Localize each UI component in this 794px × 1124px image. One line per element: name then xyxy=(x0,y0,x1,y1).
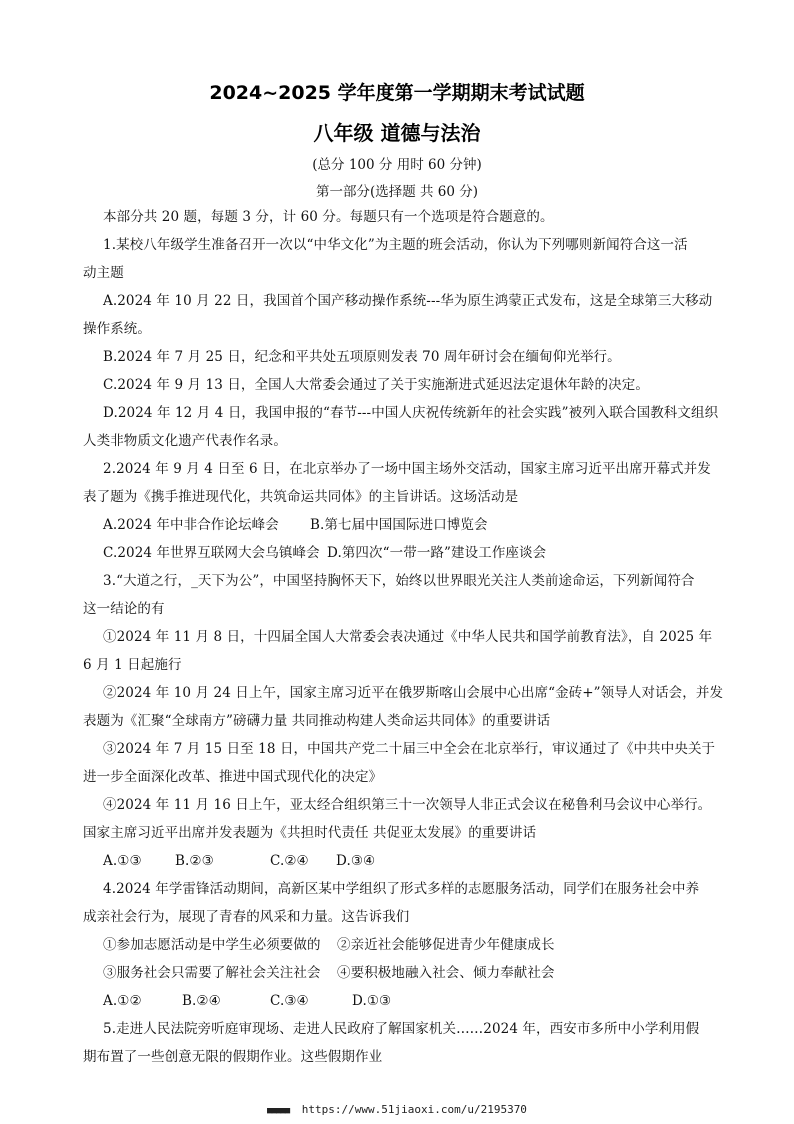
q3-option-d: D.③④ xyxy=(336,853,376,869)
part-info: 第一部分(选择题 共 60 分) xyxy=(315,184,479,200)
q1-stem-line2: 动主题 xyxy=(83,265,124,281)
footer-url[interactable]: https://www.51jiaoxi.com/u/2195370 xyxy=(301,1103,527,1116)
q3-item4-line1: ④2024 年 11 月 16 日上午，亚太经合组织第三十一次领导人非正式会议在秘鲁利马会议中心举行。 xyxy=(103,797,712,813)
q4-option-a: A.①② xyxy=(103,993,142,1009)
q4-item3: ③服务社会只需要了解社会关注社会 xyxy=(103,965,321,981)
q3-item1-line1: ①2024 年 11 月 8 日，十四届全国人大常委会表决通过《中华人民共和国学前教育法》，自 2025 年 xyxy=(103,629,713,645)
exam-title: 2024~2025 学年度第一学期期末考试试题 xyxy=(209,82,585,104)
q4-stem-line1: 4.2024 年学雷锋活动期间，高新区某中学组织了形式多样的志愿服务活动，同学们在服务社会中养 xyxy=(103,881,700,897)
q4-option-b: B.②④ xyxy=(182,993,221,1009)
q5-stem-line1: 5.走进人民法院旁听庭审现场、走进人民政府了解国家机关……2024 年，西安市多所中小学利用假 xyxy=(103,1021,700,1037)
q1-option-d-line1: D.2024 年 12 月 4 日，我国申报的“春节---中国人庆祝传统新年的社会实践”被列入联合国教科文组织 xyxy=(103,405,719,421)
q1-option-b: B.2024 年 7 月 25 日，纪念和平共处五项原则发表 70 周年研讨会在缅甸仰光举行。 xyxy=(103,349,621,365)
q3-stem-line1: 3.“大道之行，_天下为公”，中国坚持胸怀天下，始终以世界眼光关注人类前途命运，下列新闻符合 xyxy=(103,573,695,589)
q3-item2-line1: ②2024 年 10 月 24 日上午，国家主席习近平在俄罗斯喀山会展中心出席“金砖+”领导人对话会，并发 xyxy=(103,685,724,701)
q1-option-d-line2: 人类非物质文化遗产代表作名录。 xyxy=(83,433,287,449)
q4-item1: ①参加志愿活动是中学生必须要做的 xyxy=(103,937,321,953)
q5-stem-line2: 期布置了一些创意无限的假期作业。这些假期作业 xyxy=(83,1049,383,1065)
q1-stem-line1: 1.某校八年级学生准备召开一次以“中华文化”为主题的班会活动，你认为下列哪则新闻符合这一活 xyxy=(103,237,688,253)
q4-item2: ②亲近社会能够促进青少年健康成长 xyxy=(337,937,555,953)
q3-option-a: A.①③ xyxy=(103,853,142,869)
exam-subject: 八年级 道德与法治 xyxy=(313,121,481,145)
q4-option-c: C.③④ xyxy=(270,993,309,1009)
q2-stem-line1: 2.2024 年 9 月 4 日至 6 日，在北京举办了一场中国主场外交活动，国家主席习近平出席开幕式并发 xyxy=(103,461,711,477)
q3-option-b: B.②③ xyxy=(175,853,214,869)
q3-item2-line2: 表题为《汇聚“全球南方”磅礴力量 共同推动构建人类命运共同体》的重要讲话 xyxy=(83,713,551,729)
q2-option-a: A.2024 年中非合作论坛峰会 xyxy=(103,517,279,533)
score-info: (总分 100 分 用时 60 分钟) xyxy=(312,157,482,173)
q3-item4-line2: 国家主席习近平出席并发表题为《共担时代责任 共促亚太发展》的重要讲话 xyxy=(83,825,537,841)
footer-watermark xyxy=(0,1103,794,1116)
q2-option-c: C.2024 年世界互联网大会乌镇峰会 xyxy=(103,545,320,561)
q4-option-d: D.①③ xyxy=(352,993,392,1009)
q3-item1-line2: 6 月 1 日起施行 xyxy=(83,657,182,673)
section-intro: 本部分共 20 题，每题 3 分，计 60 分。每题只有一个选项是符合题意的。 xyxy=(103,209,554,225)
q3-stem-line2: 这一结论的有 xyxy=(83,601,165,617)
q3-item3-line1: ③2024 年 7 月 15 日至 18 日，中国共产党二十届三中全会在北京举行，审议通过了《中共中央关于 xyxy=(103,741,716,757)
q1-option-c: C.2024 年 9 月 13 日，全国人大常委会通过了关于实施渐进式延迟法定退休年龄的决定。 xyxy=(103,377,649,393)
q2-stem-line2: 表了题为《携手推进现代化，共筑命运共同体》的主旨讲话。这场活动是 xyxy=(83,489,519,505)
q1-option-a-line2: 操作系统。 xyxy=(83,321,151,337)
footer-mark: ■■■■■ xyxy=(267,1106,290,1116)
q2-option-b: B.第七届中国国际进口博览会 xyxy=(310,517,488,533)
q1-option-a-line1: A.2024 年 10 月 22 日，我国首个国产移动操作系统---华为原生鸿蒙正式发布，这是全球第三大移动 xyxy=(103,293,713,309)
q4-stem-line2: 成亲社会行为，展现了青春的风采和力量。这告诉我们 xyxy=(83,909,410,925)
q2-option-d: D.第四次“一带一路”建设工作座谈会 xyxy=(327,545,547,561)
q3-option-c: C.②④ xyxy=(270,853,309,869)
q3-item3-line2: 进一步全面深化改革、推进中国式现代化的决定》 xyxy=(83,769,383,785)
q4-item4: ④要积极地融入社会、倾力奉献社会 xyxy=(337,965,555,981)
